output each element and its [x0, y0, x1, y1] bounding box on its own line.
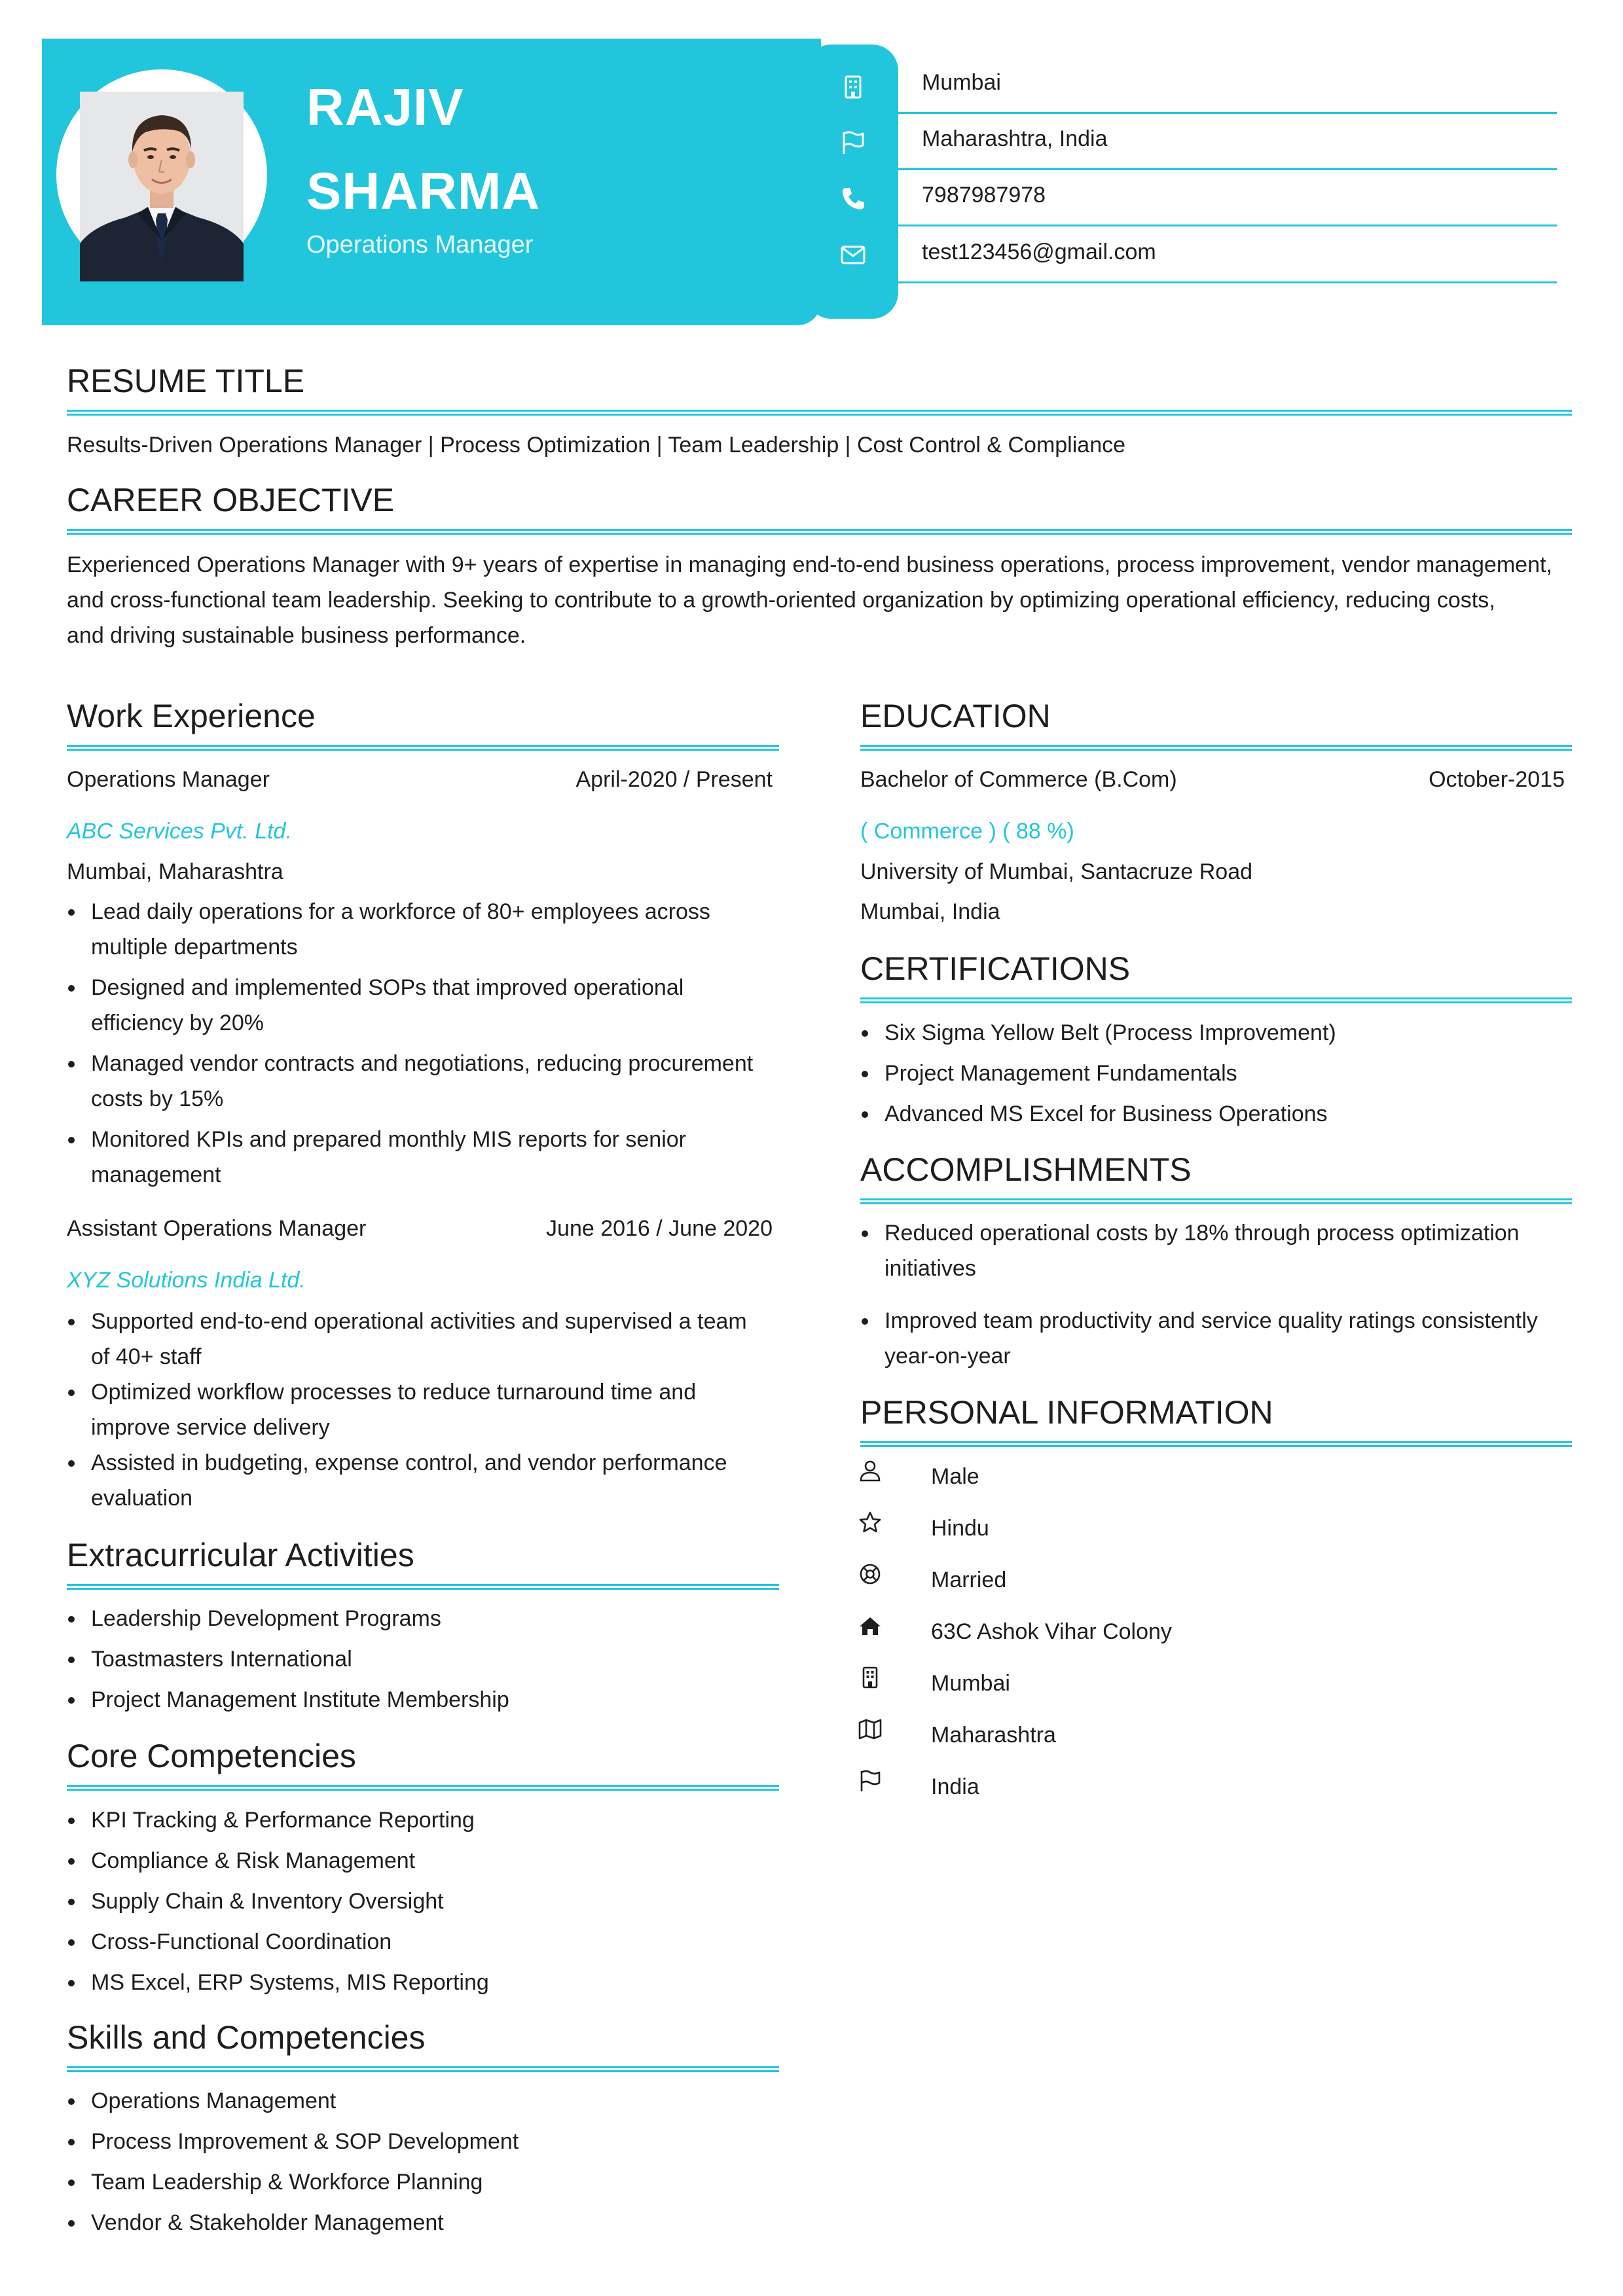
- bullet-line: year-on-year: [884, 1344, 1011, 1369]
- personal-state: Maharashtra: [931, 1723, 1056, 1748]
- candidate-name: [306, 65, 540, 233]
- contact-state-text: Maharashtra, India: [922, 126, 1108, 151]
- education-degree: Bachelor of Commerce (B.Com): [860, 767, 1177, 792]
- list-item: [67, 970, 779, 1041]
- section-divider: [67, 2066, 779, 2072]
- list-item: [860, 1303, 1572, 1374]
- job-bullets: [67, 1304, 779, 1516]
- bullet-line: Reduced operational costs by 18% through process optimization: [884, 1221, 1520, 1246]
- bullet-line: evaluation: [91, 1486, 193, 1511]
- bullet-line: efficiency by 20%: [91, 1011, 264, 1035]
- contact-email-text: test123456@gmail.com: [922, 240, 1156, 264]
- personal-address: 63C Ashok Vihar Colony: [931, 1619, 1172, 1644]
- job-role: Assistant Operations Manager: [67, 1216, 367, 1241]
- extracurricular-list: [67, 1601, 779, 1717]
- bullet-line: costs by 15%: [91, 1086, 224, 1111]
- building-icon: [858, 1666, 882, 1689]
- bullet-line: multiple departments: [91, 935, 298, 960]
- contact-city: [898, 56, 1557, 114]
- personal-country: India: [931, 1774, 979, 1799]
- personal-marital-status: Married: [931, 1568, 1007, 1592]
- career-objective-line: and cross-functional team leadership. Seeking to contribute to a growth-oriented organization by optimizing operational efficiency, reducing costs,: [67, 588, 1495, 613]
- list-item: Process Improvement & SOP Development: [67, 2124, 779, 2159]
- job-company: XYZ Solutions India Ltd.: [67, 1268, 306, 1293]
- bullet-line: improve service delivery: [91, 1415, 330, 1440]
- core-competencies-heading: Core Competencies: [67, 1738, 356, 1774]
- education-university: University of Mumbai, Santacruze Road: [860, 859, 1253, 884]
- resume-title-heading: RESUME TITLE: [67, 363, 305, 399]
- section-divider: [67, 529, 1572, 535]
- work-experience-heading: Work Experience: [67, 698, 316, 734]
- list-item: [67, 894, 779, 965]
- list-item: Vendor & Stakeholder Management: [67, 2205, 779, 2240]
- list-item: [67, 1046, 779, 1117]
- bullet-line: Lead daily operations for a workforce of 80+ employees across: [91, 899, 710, 924]
- phone-icon: [840, 185, 866, 211]
- accomplishments-heading: ACCOMPLISHMENTS: [860, 1151, 1192, 1188]
- avatar: [80, 92, 244, 281]
- skills-list: [67, 2083, 779, 2240]
- bullet-line: Improved team productivity and service quality ratings consistently: [884, 1308, 1538, 1333]
- section-divider: [67, 410, 1572, 416]
- career-objective-line: Experienced Operations Manager with 9+ years of expertise in managing end-to-end business operations, process improvement, vendor management,: [67, 552, 1552, 577]
- contact-phone: [898, 168, 1557, 226]
- list-item: Supply Chain & Inventory Oversight: [67, 1884, 779, 1919]
- certifications-heading: CERTIFICATIONS: [860, 950, 1131, 987]
- bullet-line: Designed and implemented SOPs that improved operational: [91, 975, 684, 1000]
- envelope-icon: [840, 242, 866, 268]
- extracurricular-heading: Extracurricular Activities: [67, 1537, 414, 1573]
- bullet-line: Managed vendor contracts and negotiations, reducing procurement: [91, 1051, 754, 1076]
- section-divider: [860, 1441, 1572, 1447]
- job-dates: June 2016 / June 2020: [546, 1216, 773, 1241]
- job-location: Mumbai, Maharashtra: [67, 859, 283, 884]
- section-divider: [860, 1198, 1572, 1204]
- bullet-line: initiatives: [884, 1256, 976, 1281]
- education-specialization: ( Commerce ) ( 88 %): [860, 819, 1074, 844]
- home-icon: [858, 1614, 882, 1638]
- map-icon: [858, 1717, 882, 1741]
- list-item: Cross-Functional Coordination: [67, 1924, 779, 1960]
- contact-phone-text: 7987987978: [922, 183, 1046, 207]
- list-item: KPI Tracking & Performance Reporting: [67, 1803, 779, 1838]
- list-item: [67, 1122, 779, 1193]
- education-date: October-2015: [1429, 767, 1565, 792]
- list-item: Project Management Institute Membership: [67, 1682, 779, 1717]
- first-name: RAJIV: [306, 78, 464, 136]
- contact-city-text: Mumbai: [922, 70, 1001, 95]
- personal-gender: Male: [931, 1464, 979, 1489]
- personal-city: Mumbai: [931, 1671, 1010, 1696]
- list-item: [67, 1374, 779, 1445]
- contact-state: [898, 112, 1557, 170]
- contact-email: [898, 225, 1557, 283]
- section-divider: [67, 1584, 779, 1590]
- rings-icon: [858, 1562, 882, 1586]
- education-location: Mumbai, India: [860, 899, 1000, 924]
- list-item: MS Excel, ERP Systems, MIS Reporting: [67, 1965, 779, 2000]
- bullet-line: Assisted in budgeting, expense control, and vendor performance: [91, 1450, 727, 1475]
- list-item: Operations Management: [67, 2083, 779, 2119]
- section-divider: [67, 745, 779, 751]
- certifications-list: [860, 1015, 1572, 1132]
- list-item: Toastmasters International: [67, 1641, 779, 1677]
- section-divider: [67, 1785, 779, 1791]
- building-icon: [840, 74, 866, 100]
- bullet-line: Monitored KPIs and prepared monthly MIS reports for senior: [91, 1127, 686, 1152]
- flag-icon: [858, 1769, 882, 1793]
- accomplishments-list: [860, 1215, 1572, 1374]
- last-name: SHARMA: [306, 162, 541, 220]
- list-item: [67, 1304, 779, 1374]
- flag-icon: [840, 130, 866, 156]
- job-role: Operations Manager: [67, 767, 270, 792]
- list-item: [67, 1445, 779, 1516]
- bullet-line: of 40+ staff: [91, 1344, 202, 1369]
- personal-religion: Hindu: [931, 1516, 989, 1541]
- list-item: Compliance & Risk Management: [67, 1843, 779, 1878]
- job-bullets: [67, 894, 779, 1193]
- list-item: Project Management Fundamentals: [860, 1056, 1572, 1091]
- section-divider: [860, 997, 1572, 1003]
- job-title: Operations Manager: [306, 231, 534, 259]
- bullet-line: Supported end-to-end operational activities and supervised a team: [91, 1309, 747, 1334]
- core-competencies-list: [67, 1803, 779, 2000]
- list-item: Team Leadership & Workforce Planning: [67, 2164, 779, 2200]
- section-divider: [860, 745, 1572, 751]
- job-dates: April-2020 / Present: [575, 767, 773, 792]
- education-heading: EDUCATION: [860, 698, 1051, 734]
- skills-heading: Skills and Competencies: [67, 2019, 426, 2056]
- list-item: Advanced MS Excel for Business Operations: [860, 1096, 1572, 1132]
- list-item: [860, 1215, 1572, 1286]
- resume-title-text: Results-Driven Operations Manager | Process Optimization | Team Leadership | Cost Control & Compliance: [67, 433, 1126, 457]
- user-icon: [858, 1459, 882, 1482]
- star-icon: [858, 1511, 882, 1534]
- list-item: Leadership Development Programs: [67, 1601, 779, 1636]
- career-objective-heading: CAREER OBJECTIVE: [67, 482, 395, 518]
- bullet-line: management: [91, 1162, 221, 1187]
- job-company: ABC Services Pvt. Ltd.: [67, 819, 292, 844]
- list-item: Six Sigma Yellow Belt (Process Improvement): [860, 1015, 1572, 1050]
- personal-info-heading: PERSONAL INFORMATION: [860, 1394, 1273, 1431]
- bullet-line: Optimized workflow processes to reduce turnaround time and: [91, 1380, 697, 1405]
- career-objective-line: and driving sustainable business performance.: [67, 623, 526, 648]
